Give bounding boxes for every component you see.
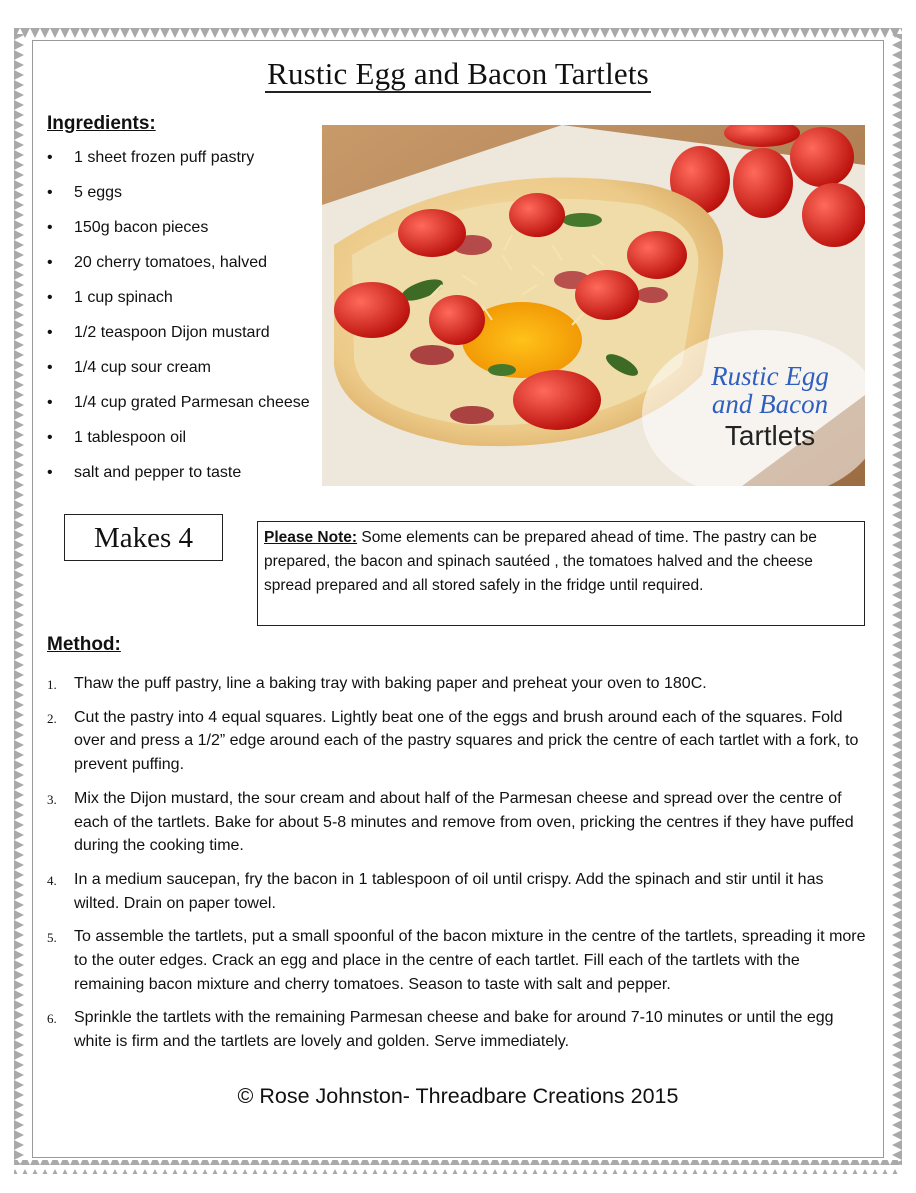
copyright: © Rose Johnston- Threadbare Creations 2015 <box>237 1084 679 1108</box>
note-box <box>257 521 865 626</box>
ingredient-item: • 1 cup spinach <box>47 286 317 310</box>
photo-overlay-line2: and Bacon <box>711 389 829 419</box>
ingredient-item: • salt and pepper to taste <box>47 461 317 485</box>
photo-overlay-line3: Tartlets <box>724 420 816 451</box>
method-step: 3. Mix the Dijon mustard, the sour cream and about half of the Parmesan cheese and spread over the centre of each of the tartlets. Bake for about 5-8 minutes and remove from oven, pricking the centres if they have puffed during the cooking time. <box>47 789 854 855</box>
ingredients-list <box>47 146 317 496</box>
makes-box: Makes 4 <box>64 514 223 561</box>
method-step: 4. In a medium saucepan, fry the bacon in 1 tablespoon of oil until crispy. Add the spinach and stir until it has wilted. Drain on paper towel. <box>47 870 824 912</box>
method-step: 5. To assemble the tartlets, put a small spoonful of the bacon mixture in the centre of the tartlets, spreading it more to the outer edges. Crack an egg and place in the centre of each tartlet. Fill each of the tartlets with the remaining bacon mixture and cherry tomatoes. Season to taste with salt and pepper. <box>47 928 866 993</box>
tartlet-photo <box>322 125 865 486</box>
ingredient-item: • 1/4 cup sour cream <box>47 356 317 380</box>
recipe-title: Rustic Egg and Bacon Tartlets <box>267 56 649 91</box>
note-text: Some elements can be prepared ahead of time. The pastry can be prepared, the bacon and spinach sautéed , the tomatoes halved and the cheese spread prepared and all stored safely in the fridge until required. <box>264 529 817 594</box>
photo-overlay-line1: Rustic Egg <box>711 361 829 391</box>
ingredient-item: • 150g bacon pieces <box>47 216 317 240</box>
method-list <box>47 672 867 1064</box>
ingredient-item: • 1 sheet frozen puff pastry <box>47 146 317 170</box>
ingredient-item: • 20 cherry tomatoes, halved <box>47 251 317 275</box>
ingredient-item: • 5 eggs <box>47 181 317 205</box>
ingredient-item: • 1/4 cup grated Parmesan cheese <box>47 391 317 415</box>
note-label: Please Note: <box>264 529 358 546</box>
method-step: 6. Sprinkle the tartlets with the remaining Parmesan cheese and bake for around 7-10 minutes or until the egg white is firm and the tartlets are lovely and golden. Serve immediately. <box>47 1009 834 1051</box>
ingredient-item: • 1/2 teaspoon Dijon mustard <box>47 321 317 345</box>
ingredients-heading: Ingredients: <box>47 113 156 134</box>
ingredient-item: • 1 tablespoon oil <box>47 426 317 450</box>
method-step: 1. Thaw the puff pastry, line a baking tray with baking paper and preheat your oven to 180C. <box>47 675 707 692</box>
method-step: 2. Cut the pastry into 4 equal squares. Lightly beat one of the eggs and brush around each of the squares. Fold over and press a 1/2” edge around each of the pastry squares and prick the centre of each tartlet with a fork, to prevent puffing. <box>47 708 859 774</box>
method-heading: Method: <box>47 634 121 655</box>
